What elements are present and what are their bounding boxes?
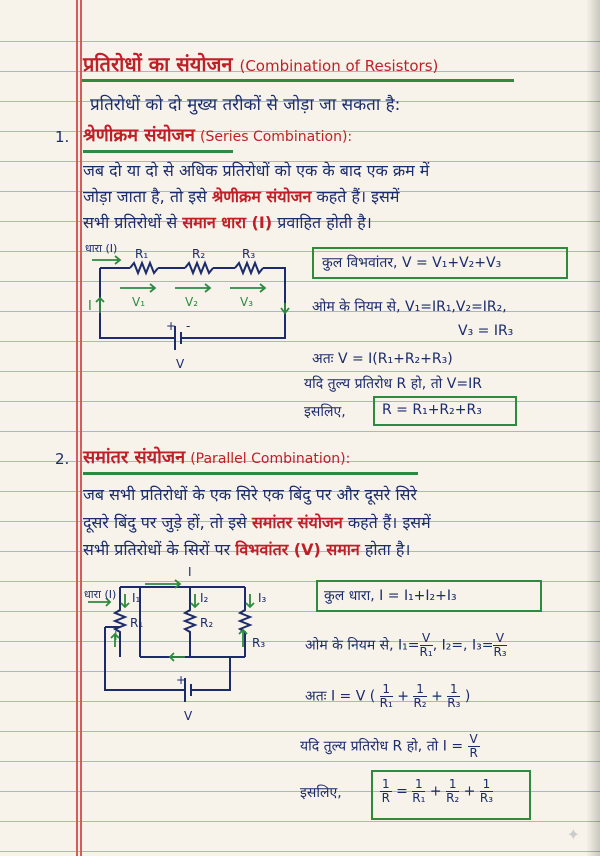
parallel-heading: समांतर संयोजन (Parallel Combination): <box>83 447 351 468</box>
title-underline <box>82 79 514 82</box>
svg-text:+: + <box>176 673 187 687</box>
series-line-2: जोड़ा जाता है, तो इसे श्रेणीक्रम संयोजन कहते हैं। इसमें <box>83 187 400 206</box>
parallel-therefore: अतः I = V ( $\frac{1}{\text{R₁}}$ + $\frac{1}{\text{R₂}}$ + $\frac{1}{\text{R₃}}$ ) <box>305 682 471 710</box>
series-heading: श्रेणीक्रम संयोजन (Series Combination): <box>83 125 353 146</box>
series-ohm-law-1: ओम के नियम से, V₁=IR₁,V₂=IR₂, <box>312 299 507 315</box>
series-total-voltage: कुल विभवांतर, V = V₁+V₂+V₃ <box>322 255 502 271</box>
series-number: 1. <box>55 128 70 146</box>
svg-text:धारा (I): धारा (I) <box>84 588 117 601</box>
svg-text:V₂: V₂ <box>185 295 199 309</box>
series-hence: इसलिए, <box>304 404 346 420</box>
series-heading-underline <box>83 150 233 153</box>
margin-line <box>76 0 78 856</box>
svg-text:I: I <box>188 565 192 579</box>
resistor-r3 <box>240 587 250 657</box>
parallel-total-current: कुल धारा, I = I₁+I₂+I₃ <box>324 588 457 604</box>
svg-text:R₃: R₃ <box>242 247 256 261</box>
parallel-heading-underline <box>83 472 418 475</box>
svg-text:V₃: V₃ <box>240 295 254 309</box>
parallel-number: 2. <box>55 450 70 468</box>
parallel-ohm-law: ओम के नियम से, I₁= $\frac{V}{\text{R₁}}$ , I₂=, I₃= $\frac{V}{\text{R₃}}$ <box>305 631 507 659</box>
svg-text:R₂: R₂ <box>192 247 206 261</box>
svg-text:-: - <box>186 319 191 333</box>
svg-text:R₁: R₁ <box>130 616 144 630</box>
parallel-final-eq: $\frac{1}{R}$ = $\frac{1}{\text{R₁}}$ + $\frac{1}{\text{R₂}}$ + $\frac{1}{\text{R₃}}$ <box>381 777 494 805</box>
svg-text:+: + <box>166 319 177 333</box>
svg-text:V: V <box>176 357 185 371</box>
series-line-3: सभी प्रतिरोधों से समान धारा (I) प्रवाहित होती है। <box>83 213 372 232</box>
resistor-r3 <box>235 263 263 273</box>
parallel-hence: इसलिए, <box>300 785 342 801</box>
svg-text:I₂: I₂ <box>200 591 209 605</box>
svg-text:R₁: R₁ <box>135 247 149 261</box>
parallel-line-1: जब सभी प्रतिरोधों के एक सिरे एक बिंदु पर और दूसरे सिरे <box>83 485 417 504</box>
page-title: प्रतिरोधों का संयोजन (Combination of Resistors) <box>83 52 439 76</box>
svg-text:I₃: I₃ <box>258 591 267 605</box>
resistor-r2 <box>185 263 213 273</box>
resistor-r2 <box>185 587 195 657</box>
series-circuit-diagram <box>80 238 300 378</box>
parallel-line-2: दूसरे बिंदु पर जुड़े हों, तो इसे समांतर संयोजन कहते हैं। इसमें <box>83 513 431 532</box>
resistor-r1 <box>115 587 125 657</box>
svg-text:I₁: I₁ <box>132 591 141 605</box>
parallel-equivalent: यदि तुल्य प्रतिरोध R हो, तो I = $\frac{V}{R}$ <box>300 732 478 760</box>
series-equivalent: यदि तुल्य प्रतिरोध R हो, तो V=IR <box>304 376 482 392</box>
page-spine <box>586 0 600 856</box>
resistor-r1 <box>130 263 158 273</box>
sparkle-icon: ✦ <box>566 825 580 844</box>
svg-text:I: I <box>88 299 92 314</box>
series-final-eq: R = R₁+R₂+R₃ <box>382 402 482 418</box>
intro-text: प्रतिरोधों को दो मुख्य तरीकों से जोड़ा जा सकता है: <box>90 95 401 115</box>
svg-text:V₁: V₁ <box>132 295 146 309</box>
series-ohm-law-2: V₃ = IR₃ <box>458 323 514 339</box>
svg-text:I: I <box>114 629 118 643</box>
series-current-label: धारा (I) <box>85 242 118 255</box>
series-line-1: जब दो या दो से अधिक प्रतिरोधों को एक के बाद एक क्रम में <box>83 161 430 180</box>
parallel-line-3: सभी प्रतिरोधों के सिरों पर विभवांतर (V) समान होता है। <box>83 540 411 559</box>
svg-text:R₂: R₂ <box>200 616 214 630</box>
series-therefore: अतः V = I(R₁+R₂+R₃) <box>312 351 453 367</box>
svg-text:R₃: R₃ <box>252 636 266 650</box>
parallel-circuit-diagram <box>80 562 300 732</box>
svg-text:V: V <box>184 709 193 723</box>
